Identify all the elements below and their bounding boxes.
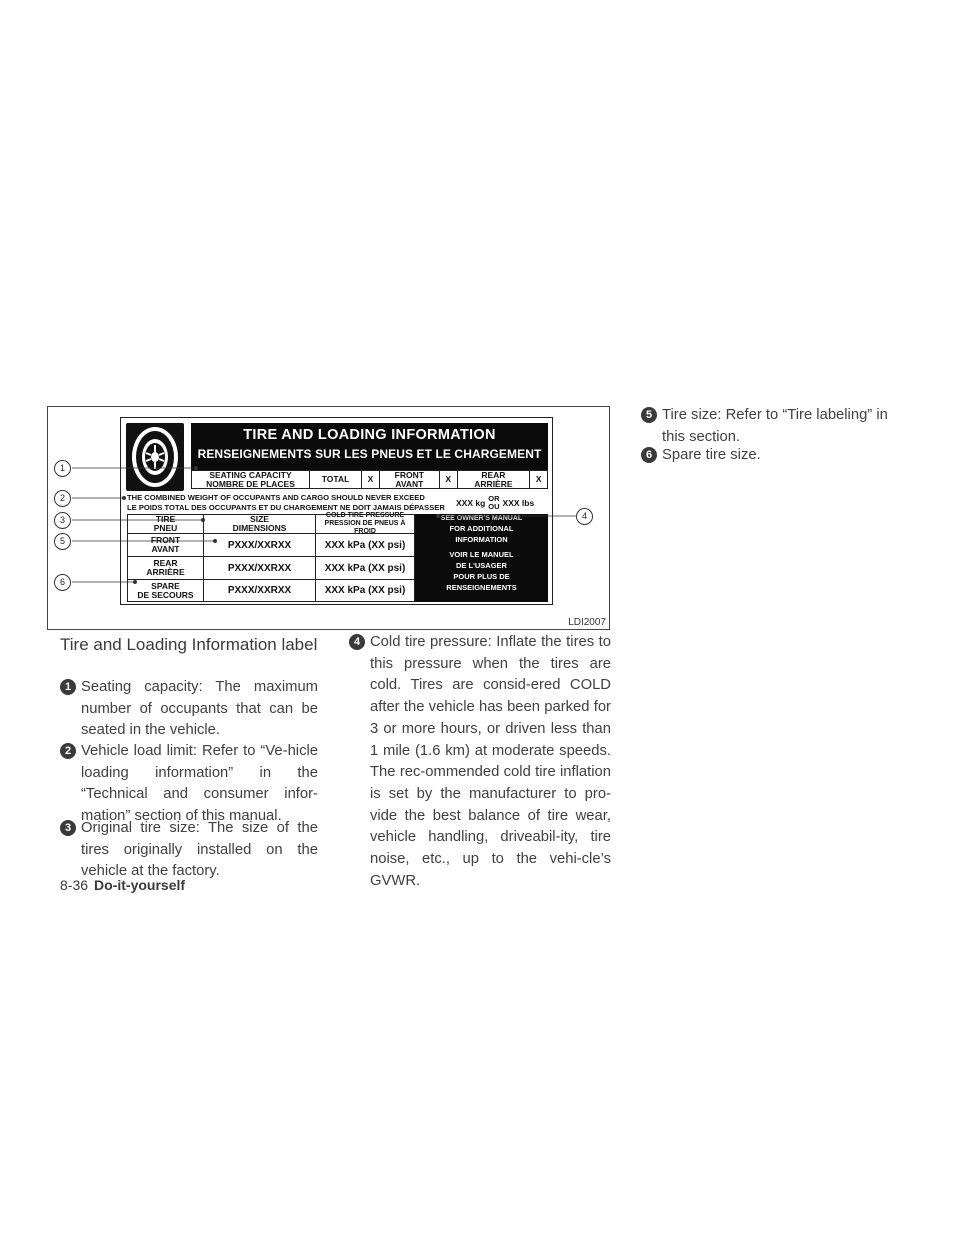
item-text: Tire size: Refer to “Tire labeling” in this section. [662, 407, 888, 445]
weight-lbs: XXX lbs [502, 497, 535, 508]
list-item [60, 818, 318, 883]
row-front-en: FRONT [150, 535, 181, 545]
item-number-badge: 5 [641, 407, 657, 423]
row-spare-fr: DE SECOURS [137, 589, 194, 600]
seating-rear-fr: ARRIÈRE [474, 478, 513, 489]
callout-4: 4 [576, 508, 593, 525]
header-tire-en: TIRE [155, 514, 176, 524]
seating-front-fr: AVANT [395, 478, 424, 489]
item-number-badge: 4 [349, 634, 365, 650]
row-rear-en: REAR [153, 558, 178, 568]
callout-5: 5 [54, 533, 71, 550]
header-pressure-fr: PRESSION DE PNEUS À FROID [324, 520, 406, 535]
list-item [641, 405, 911, 448]
callout-6: 6 [54, 574, 71, 591]
combined-weight-en: THE COMBINED WEIGHT OF OCCUPANTS AND CARGO SHOULD NEVER EXCEED [127, 493, 425, 502]
callout-leader-lines [48, 407, 611, 631]
row-spare-en: SPARE [151, 580, 180, 591]
seating-total: TOTAL [310, 471, 362, 488]
item-number-badge: 6 [641, 447, 657, 463]
callout-3: 3 [54, 512, 71, 529]
seating-label-fr: NOMBRE DE PLACES [206, 478, 295, 489]
side-box-line: INFORMATION [455, 535, 508, 544]
chapter-name: Do-it-yourself [94, 877, 186, 893]
item-number-badge: 3 [60, 820, 76, 836]
weight-or-en: OR [488, 493, 500, 503]
seating-front-en: FRONT [394, 469, 424, 480]
row-rear-pressure: XXX kPa (XX psi) [324, 562, 406, 574]
section-title: Tire and Loading Information label [60, 635, 318, 654]
list-item [349, 632, 611, 892]
weight-kg: XXX kg [456, 497, 486, 508]
seating-rear-en: REAR [481, 469, 506, 480]
callout-1: 1 [54, 460, 71, 477]
tire-loading-figure [47, 406, 610, 630]
seating-x-total: X [362, 471, 380, 488]
row-spare-size: PXXX/XXRXX [204, 580, 316, 601]
list-item [60, 677, 318, 742]
item-text: Vehicle load limit: Refer to “Ve-hicle loading information” in the “Technical and consumer infor-mation” section of this manual. [81, 743, 318, 825]
page-number: 8-36 [60, 877, 89, 893]
figure-code: LDI2007 [568, 617, 606, 628]
page-footer [60, 877, 185, 893]
list-item [641, 445, 911, 467]
item-number-badge: 1 [60, 679, 76, 695]
label-subtitle: RENSEIGNEMENTS SUR LES PNEUS ET LE CHARGEMENT [197, 447, 542, 461]
seating-x-rear: X [535, 474, 542, 484]
callout-2: 2 [54, 490, 71, 507]
header-size-fr: DIMENSIONS [232, 523, 287, 533]
row-front-size: PXXX/XXRXX [204, 534, 316, 556]
row-rear-size: PXXX/XXRXX [204, 557, 316, 579]
side-box-line: DE L'USAGER [456, 561, 507, 570]
side-box-line: FOR ADDITIONAL [449, 524, 514, 533]
seating-x-front: X [440, 471, 458, 488]
side-box-line: VOIR LE MANUEL [449, 550, 514, 559]
list-item [60, 741, 318, 828]
seating-label-en: SEATING CAPACITY [209, 469, 292, 480]
label-title: TIRE AND LOADING INFORMATION [243, 427, 496, 443]
weight-or-fr: OU [488, 501, 500, 511]
side-box-line: POUR PLUS DE [453, 572, 510, 581]
header-size-en: SIZE [250, 514, 269, 524]
item-text: Spare tire size. [662, 447, 761, 463]
combined-weight-fr: LE POIDS TOTAL DES OCCUPANTS ET DU CHARGEMENT NE DOIT JAMAIS DÉPASSER [127, 503, 445, 512]
item-text: Original tire size: The size of the tires originally installed on the vehicle at the factory. [81, 820, 318, 880]
item-text: Seating capacity: The maximum number of occupants that can be seated in the vehicle. [81, 679, 318, 739]
row-front-fr: AVANT [151, 544, 180, 554]
side-box-line: SEE OWNER'S MANUAL [440, 515, 523, 522]
side-box-line: RENSEIGNEMENTS [446, 583, 517, 592]
header-pressure-en: COLD TIRE PRESSURE [325, 512, 405, 519]
item-number-badge: 2 [60, 743, 76, 759]
header-tire-fr: PNEU [153, 523, 178, 533]
row-rear-fr: ARRIÈRE [146, 567, 185, 577]
item-text: Cold tire pressure: Inflate the tires to this pressure when the tires are cold. Tires are consid-ered COLD after the vehicle has been parked for 3 or more hours, or driven less than 1 mile (1.6 km) at moderate speeds. The rec-ommended cold tire inflation is set by the manufacturer to pro-vide the best balance of tire wear, vehicle handling, driveabil-ity, tire noise, etc., up to the vehi-cle’s GVWR. [370, 634, 611, 889]
row-front-pressure: XXX kPa (XX psi) [324, 539, 406, 551]
row-spare-pressure: XXX kPa (XX psi) [324, 585, 406, 596]
